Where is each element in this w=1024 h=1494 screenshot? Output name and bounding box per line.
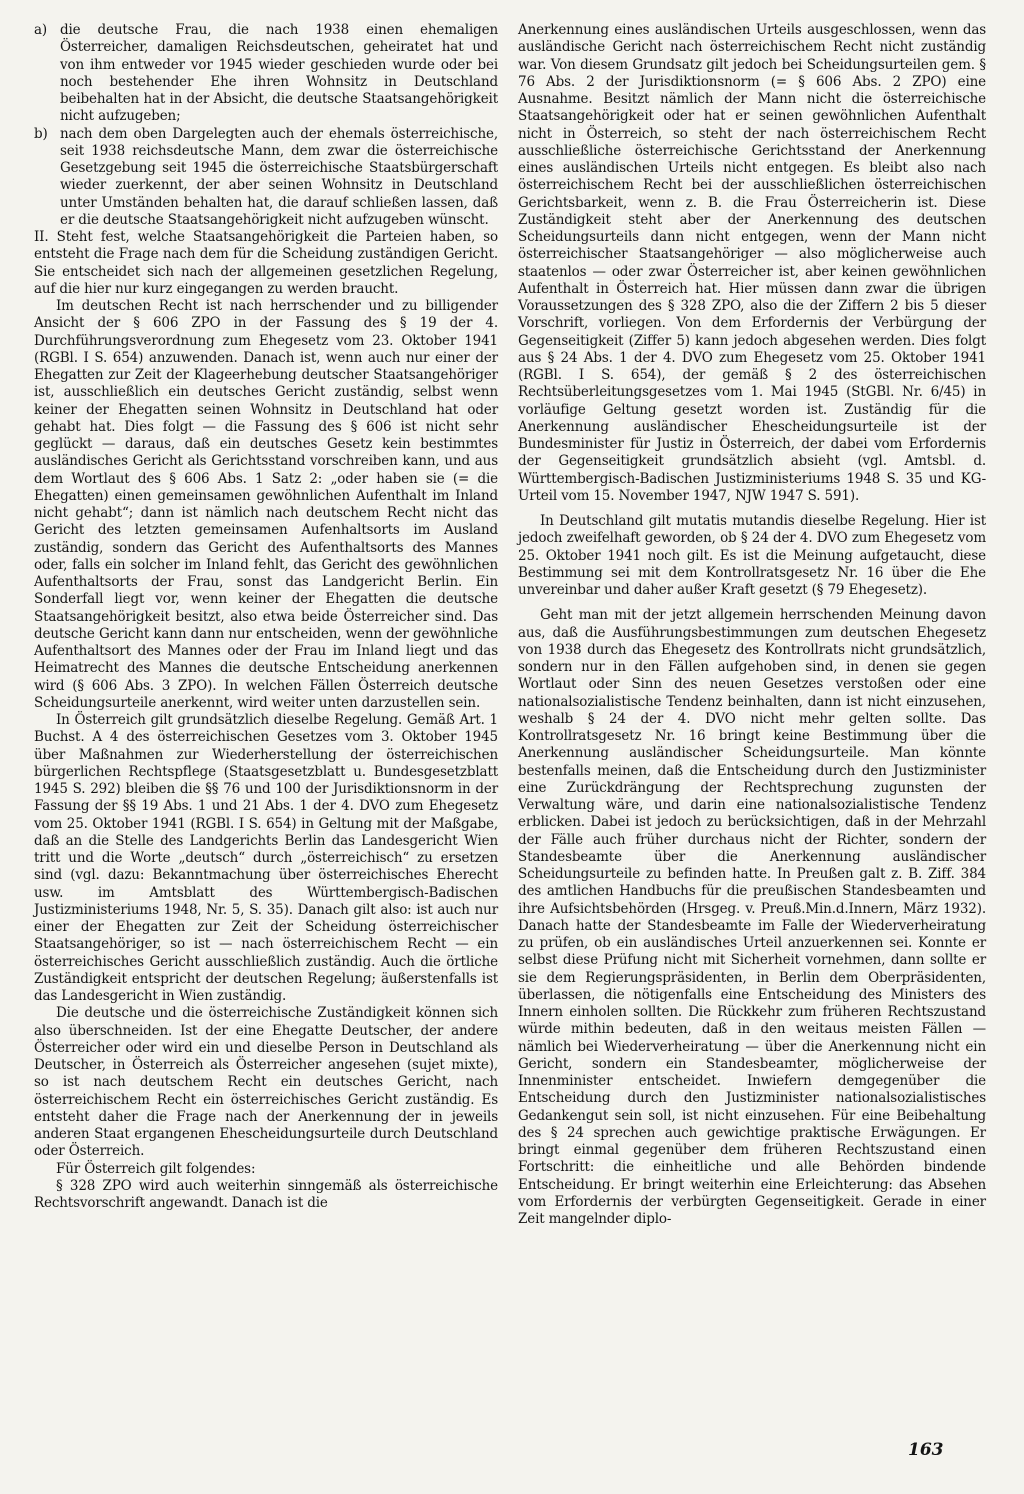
paragraph: II. Steht fest, welche Staatsangehörigkeit die Parteien haben, so entsteht die Frage nach dem für die Scheidung zuständigen Gericht. Sie entscheidet sich nach der allgemeinen gesetzlichen Regelung, auf die hier nur kurz eingegangen zu werden braucht. [34, 229, 498, 297]
paragraph: Geht man mit der jetzt allgemein herrschenden Meinung davon aus, daß die Ausführungsbestimmungen zum deutschen Ehegesetz von 1938 durch das Ehegesetz des Kontrollrats nicht grundsätzlich, sondern nur in den Fällen aufgehoben sind, in denen sie gegen Wortlaut oder Sinn des neuen Gesetzes verstoßen oder eine nationalsozialistische Tendenz beinhalten, dann ist nicht einzusehen, weshalb § 24 der 4. DVO nicht mehr gelten sollte. Das Kontrollratsgesetz Nr. 16 bringt keine Bestimmung über die Anerkennung ausländischer Scheidungsurteile. Man könnte bestenfalls meinen, daß die Entscheidung durch den Justizminister eine Zurückdrängung der Rechtsprechung zugunsten der Verwaltung wäre, und darin eine nationalsozialistische Tendenz erblicken. Dabei ist jedoch zu berücksichtigen, daß in der Mehrzahl der Fälle auch früher durchaus nicht der Richter, sondern der Standesbeamte über die Anerkennung ausländischer Scheidungsurteile zu befinden hatte. In Preußen galt z. B. Ziff. 384 des amtlichen Handbuchs für die preußischen Standesbeamten und ihre Aufsichtsbehörden (Hrsgeg. v. Preuß.Min.d.Innern, März 1932). Danach hatte der Standesbeamte im Falle der Wiederverheiratung zu prüfen, ob ein ausländisches Urteil anzuerkennen sei. Konnte er selbst diese Prüfung nicht mit Sicherheit vornehmen, dann sollte er sie dem Regierungspräsidenten, in Berlin dem Oberpräsidenten, überlassen, die nötigenfalls eine Entscheidung des Ministers des Innern einholen sollten. Die Rückkehr zum früheren Rechtszustand würde mithin bedeuten, daß in den weitaus meisten Fällen — nämlich bei Wiederverheiratung — über die Anerkennung nicht ein Gericht, sondern ein Standesbeamter, möglicherweise der Innenminister entscheidet. Inwiefern demgegenüber die Entscheidung durch den Justizminister nationalsozialistisches Gedankengut sein soll, ist nicht einzusehen. Für eine Beibehaltung des § 24 sprechen auch gewichtige praktische Erwägungen. Er bringt einmal gegenüber dem früheren Rechtszustand einen Fortschritt: die einheitliche und alle Behörden bindende Entscheidung. Er bringt weiterhin eine Erleichterung: das Absehen vom Erfordernis der verbürgten Gegenseitigkeit. Gerade in einer Zeit mangelnder diplo- [518, 607, 986, 1227]
right-column [518, 22, 986, 1228]
list-item-b [34, 126, 498, 230]
paragraph: In Deutschland gilt mutatis mutandis dieselbe Regelung. Hier ist jedoch zweifelhaft geworden, ob § 24 der 4. DVO zum Ehegesetz vom 25. Oktober 1941 noch gilt. Es ist die Meinung aufgetaucht, diese Bestimmung sei mit dem Kontrollratsgesetz Nr. 16 über die Ehe unvereinbar und daher außer Kraft gesetzt (§ 79 Ehegesetz). [518, 513, 986, 598]
paragraph: Für Österreich gilt folgendes: [56, 1160, 256, 1177]
page-number: 163 [908, 1440, 944, 1460]
list-item-label: b) [34, 125, 48, 142]
paragraph: In Österreich gilt grundsätzlich dieselbe Regelung. Gemäß Art. 1 Buchst. A 4 des österreichischen Gesetzes vom 3. Oktober 1945 über Maßnahmen zur Wiederherstellung der österreichischen bürgerlichen Rechtspflege (Staatsgesetzblatt u. Bundesgesetzblatt 1945 S. 292) bleiben die §§ 76 und 100 der Jurisdiktionsnorm in der Fassung der §§ 19 Abs. 1 und 21 Abs. 1 der 4. DVO zum Ehegesetz vom 25. Oktober 1941 (RGBl. I S. 654) in Geltung mit der Maßgabe, daß an die Stelle des Landgerichts Berlin das Landesgericht Wien tritt und die Worte „deutsch“ durch „österreichisch“ zu ersetzen sind (vgl. dazu: Bekanntmachung über österreichisches Eherecht usw. im Amtsblatt des Württembergisch-Badischen Justizministeriums 1948, Nr. 5, S. 35). Danach gilt also: ist auch nur einer der Ehegatten zur Zeit der Scheidung österreichischer Staatsangehöriger, so ist — nach österreichischem Recht — ein österreichisches Gericht ausschließlich zuständig. Auch die örtliche Zuständigkeit entspricht der deutschen Regelung; äußerstenfalls ist das Landesgericht in Wien zuständig. [34, 712, 498, 1004]
paragraph: Die deutsche und die österreichische Zuständigkeit können sich also überschneiden. Ist der eine Ehegatte Deutscher, der andere Österreicher oder wird ein und dieselbe Person in Deutschland als Deutscher, in Österreich als Österreicher angesehen (sujet mixte), so ist nach deutschem Recht ein deutsches Gericht, nach österreichischem Recht ein österreichisches Gericht zuständig. Es entsteht daher die Frage nach der Anerkennung der in jeweils anderen Staat ergangenen Ehescheidungsurteile durch Deutschland oder Österreich. [34, 1005, 498, 1160]
left-column [34, 22, 498, 1212]
paragraph: § 328 ZPO wird auch weiterhin sinngemäß als österreichische Rechtsvorschrift angewandt. Danach ist die [34, 1177, 498, 1211]
list-item-text: die deutsche Frau, die nach 1938 einen ehemaligen Österreicher, damaligen Reichsdeutschen, geheiratet hat und von ihm entweder vor 1945 wieder geschieden wurde oder bei noch bestehender Ehe ihren Wohnsitz in Deutschland beibehalten hat in der Absicht, die deutsche Staatsangehörigkeit nicht aufzugeben; [60, 22, 498, 125]
list-item-text: nach dem oben Dargelegten auch der ehemals österreichische, seit 1938 reichsdeutsche Mann, dem zwar die österreichische Gesetzgebung seit 1945 die österreichische Staatsbürgerschaft wieder zuerkennt, der aber seinen Wohnsitz in Deutschland unter Umständen behalten hat, die darauf schließen lassen, daß er die deutsche Staatsangehörigkeit nicht aufzugeben wünscht. [60, 125, 498, 228]
list-item-label: a) [34, 22, 48, 38]
list-item-a [34, 22, 498, 126]
paragraph: Im deutschen Recht ist nach herrschender und zu billigender Ansicht der § 606 ZPO in der Fassung des § 19 der 4. Durchführungsverordnung zum Ehegesetz vom 23. Oktober 1941 (RGBl. I S. 654) anzuwenden. Danach ist, wenn auch nur einer der Ehegatten zur Zeit der Klageerhebung deutscher Staatsangehöriger ist, ausschließlich ein deutsches Gericht zuständig, selbst wenn keiner der Ehegatten seinen Wohnsitz in Deutschland hat oder gehabt hat. Dies folgt — die Fassung des § 606 ist nicht sehr geglückt — daraus, daß ein deutsches Gesetz kein bestimmtes ausländisches Gericht als Gerichtsstand vorschreiben kann, und aus dem Wortlaut des § 606 Abs. 1 Satz 2: „oder haben sie (= die Ehegatten) einen gemeinsamen gewöhnlichen Aufenthalt im Inland nicht gehabt“; dann ist nämlich nach deutschem Recht nicht das Gericht des letzten gemeinsamen Aufenhaltsorts im Ausland zuständig, sondern das Gericht des Aufenthaltsorts des Mannes oder, falls ein solcher im Inland fehlt, das Gericht des gewöhnlichen Aufenthaltsorts der Frau, sonst das Landgericht Berlin. Ein Sonderfall liegt vor, wenn keiner der Ehegatten die deutsche Staatsangehörigkeit besitzt, also etwa beide Österreicher sind. Das deutsche Gericht kann dann nur entscheiden, wenn der gewöhnliche Aufenthaltsort des Mannes oder der Frau im Inland liegt und das Heimatrecht des Mannes die deutsche Entscheidung anerkennen wird (§ 606 Abs. 3 ZPO). In welchen Fällen Österreich deutsche Scheidungsurteile anerkennt, wird weiter unten darzustellen sein. [34, 298, 498, 711]
paragraph: Anerkennung eines ausländischen Urteils ausgeschlossen, wenn das ausländische Gericht nach österreichischem Recht nicht zuständig war. Von diesem Grundsatz gilt jedoch bei Scheidungsurteilen gem. § 76 Abs. 2 der Jurisdiktionsnorm (= § 606 Abs. 2 ZPO) eine Ausnahme. Besitzt nämlich der Mann nicht die österreichische Staatsangehörigkeit oder hat er seinen gewöhnlichen Aufenthalt nicht in Österreich, so steht der nach österreichischem Recht ausschließliche österreichische Gerichtsstand der Anerkennung eines ausländischen Urteils nicht entgegen. Es bleibt also nach österreichischem Recht bei der ausschließlichen österreichischen Gerichtsbarkeit, wenn z. B. die Frau Österreicherin ist. Diese Zuständigkeit steht aber der Anerkennung des deutschen Scheidungsurteils dann nicht entgegen, wenn der Mann nicht österreichischer Staatsangehöriger — also möglicherweise auch staatenlos — oder zwar Österreicher ist, aber keinen gewöhnlichen Aufenthalt in Österreich hat. Hier müssen dann zwar die übrigen Voraussetzungen des § 328 ZPO, also die der Ziffern 2 bis 5 dieser Vorschrift, vorliegen. Von dem Erfordernis der Verbürgung der Gegenseitigkeit (Ziffer 5) kann jedoch abgesehen werden. Dies folgt aus § 24 Abs. 1 der 4. DVO zum Ehegesetz vom 25. Oktober 1941 (RGBl. I S. 654), der gemäß § 2 des österreichischen Rechtsüberleitungsgesetzes vom 1. Mai 1945 (StGBl. Nr. 6/45) in vorläufige Geltung gesetzt worden ist. Zuständig für die Anerkennung ausländischer Ehescheidungsurteile ist der Bundesminister für Justiz in Österreich, der dabei vom Erfordernis der Gegenseitigkeit grundsätzlich absieht (vgl. Amtsbl. d. Württembergisch-Badischen Justizministeriums 1948 S. 35 und KG-Urteil vom 15. November 1947, NJW 1947 S. 591). [518, 22, 986, 504]
